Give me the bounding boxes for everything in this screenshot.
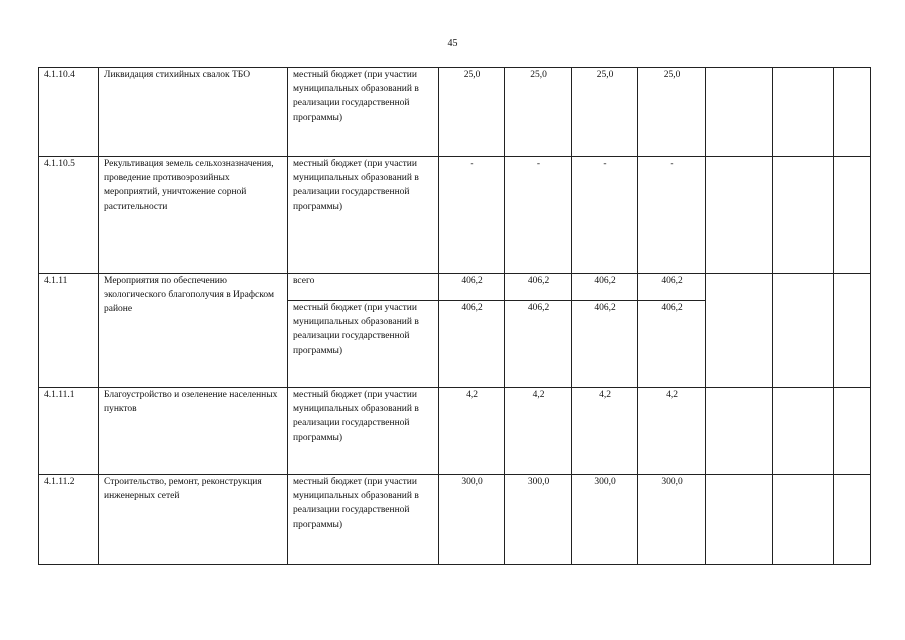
row-code: 4.1.11 (39, 274, 99, 388)
value-cell: 406,2 (638, 274, 706, 301)
row-name: Благоустройство и озеленение населенных пунктов (99, 388, 288, 475)
empty-cell (773, 157, 834, 274)
table-row (39, 388, 871, 475)
value-cell: - (638, 157, 706, 274)
value-cell: 406,2 (439, 301, 505, 388)
value-cell: 406,2 (505, 274, 572, 301)
funding-source: местный бюджет (при участии муниципальных образований в реализации государственной программы) (288, 388, 439, 475)
funding-source: местный бюджет (при участии муниципальных образований в реализации государственной программы) (288, 301, 439, 388)
value-cell: - (439, 157, 505, 274)
row-name: Рекультивация земель сельхозназначения, проведение противоэрозийных мероприятий, уничтожение сорной растительности (99, 157, 288, 274)
value-cell: 406,2 (572, 274, 638, 301)
value-cell: 25,0 (439, 68, 505, 157)
funding-source: местный бюджет (при участии муниципальных образований в реализации государственной программы) (288, 68, 439, 157)
value-cell: 406,2 (572, 301, 638, 388)
funding-source: местный бюджет (при участии муниципальных образований в реализации государственной программы) (288, 157, 439, 274)
table-row (39, 68, 871, 157)
row-code: 4.1.11.1 (39, 388, 99, 475)
value-cell: 4,2 (439, 388, 505, 475)
empty-cell (706, 274, 773, 388)
budget-table (38, 67, 871, 565)
empty-cell (773, 68, 834, 157)
table-row (39, 157, 871, 274)
page-number: 45 (447, 38, 458, 49)
value-cell: 406,2 (638, 301, 706, 388)
row-name: Мероприятия по обеспечению экологического благополучия в Ирафском районе (99, 274, 288, 388)
value-cell: 300,0 (638, 475, 706, 565)
value-cell: 300,0 (505, 475, 572, 565)
value-cell: 4,2 (638, 388, 706, 475)
value-cell: 406,2 (439, 274, 505, 301)
empty-cell (706, 157, 773, 274)
row-code: 4.1.11.2 (39, 475, 99, 565)
row-code: 4.1.10.4 (39, 68, 99, 157)
empty-cell (773, 388, 834, 475)
row-name: Ликвидация стихийных свалок ТБО (99, 68, 288, 157)
empty-cell (706, 68, 773, 157)
value-cell: 25,0 (505, 68, 572, 157)
empty-cell (706, 475, 773, 565)
value-cell: 4,2 (505, 388, 572, 475)
value-cell: 25,0 (572, 68, 638, 157)
funding-source: всего (288, 274, 439, 301)
empty-cell (834, 475, 871, 565)
table-row (39, 475, 871, 565)
table-row (39, 274, 871, 301)
value-cell: 4,2 (572, 388, 638, 475)
value-cell: - (572, 157, 638, 274)
value-cell: 300,0 (439, 475, 505, 565)
value-cell: 25,0 (638, 68, 706, 157)
funding-source: местный бюджет (при участии муниципальных образований в реализации государственной программы) (288, 475, 439, 565)
empty-cell (773, 475, 834, 565)
empty-cell (834, 388, 871, 475)
empty-cell (834, 68, 871, 157)
value-cell: 300,0 (572, 475, 638, 565)
row-name: Строительство, ремонт, реконструкция инженерных сетей (99, 475, 288, 565)
empty-cell (834, 274, 871, 388)
empty-cell (706, 388, 773, 475)
value-cell: 406,2 (505, 301, 572, 388)
value-cell: - (505, 157, 572, 274)
empty-cell (834, 157, 871, 274)
row-code: 4.1.10.5 (39, 157, 99, 274)
empty-cell (773, 274, 834, 388)
